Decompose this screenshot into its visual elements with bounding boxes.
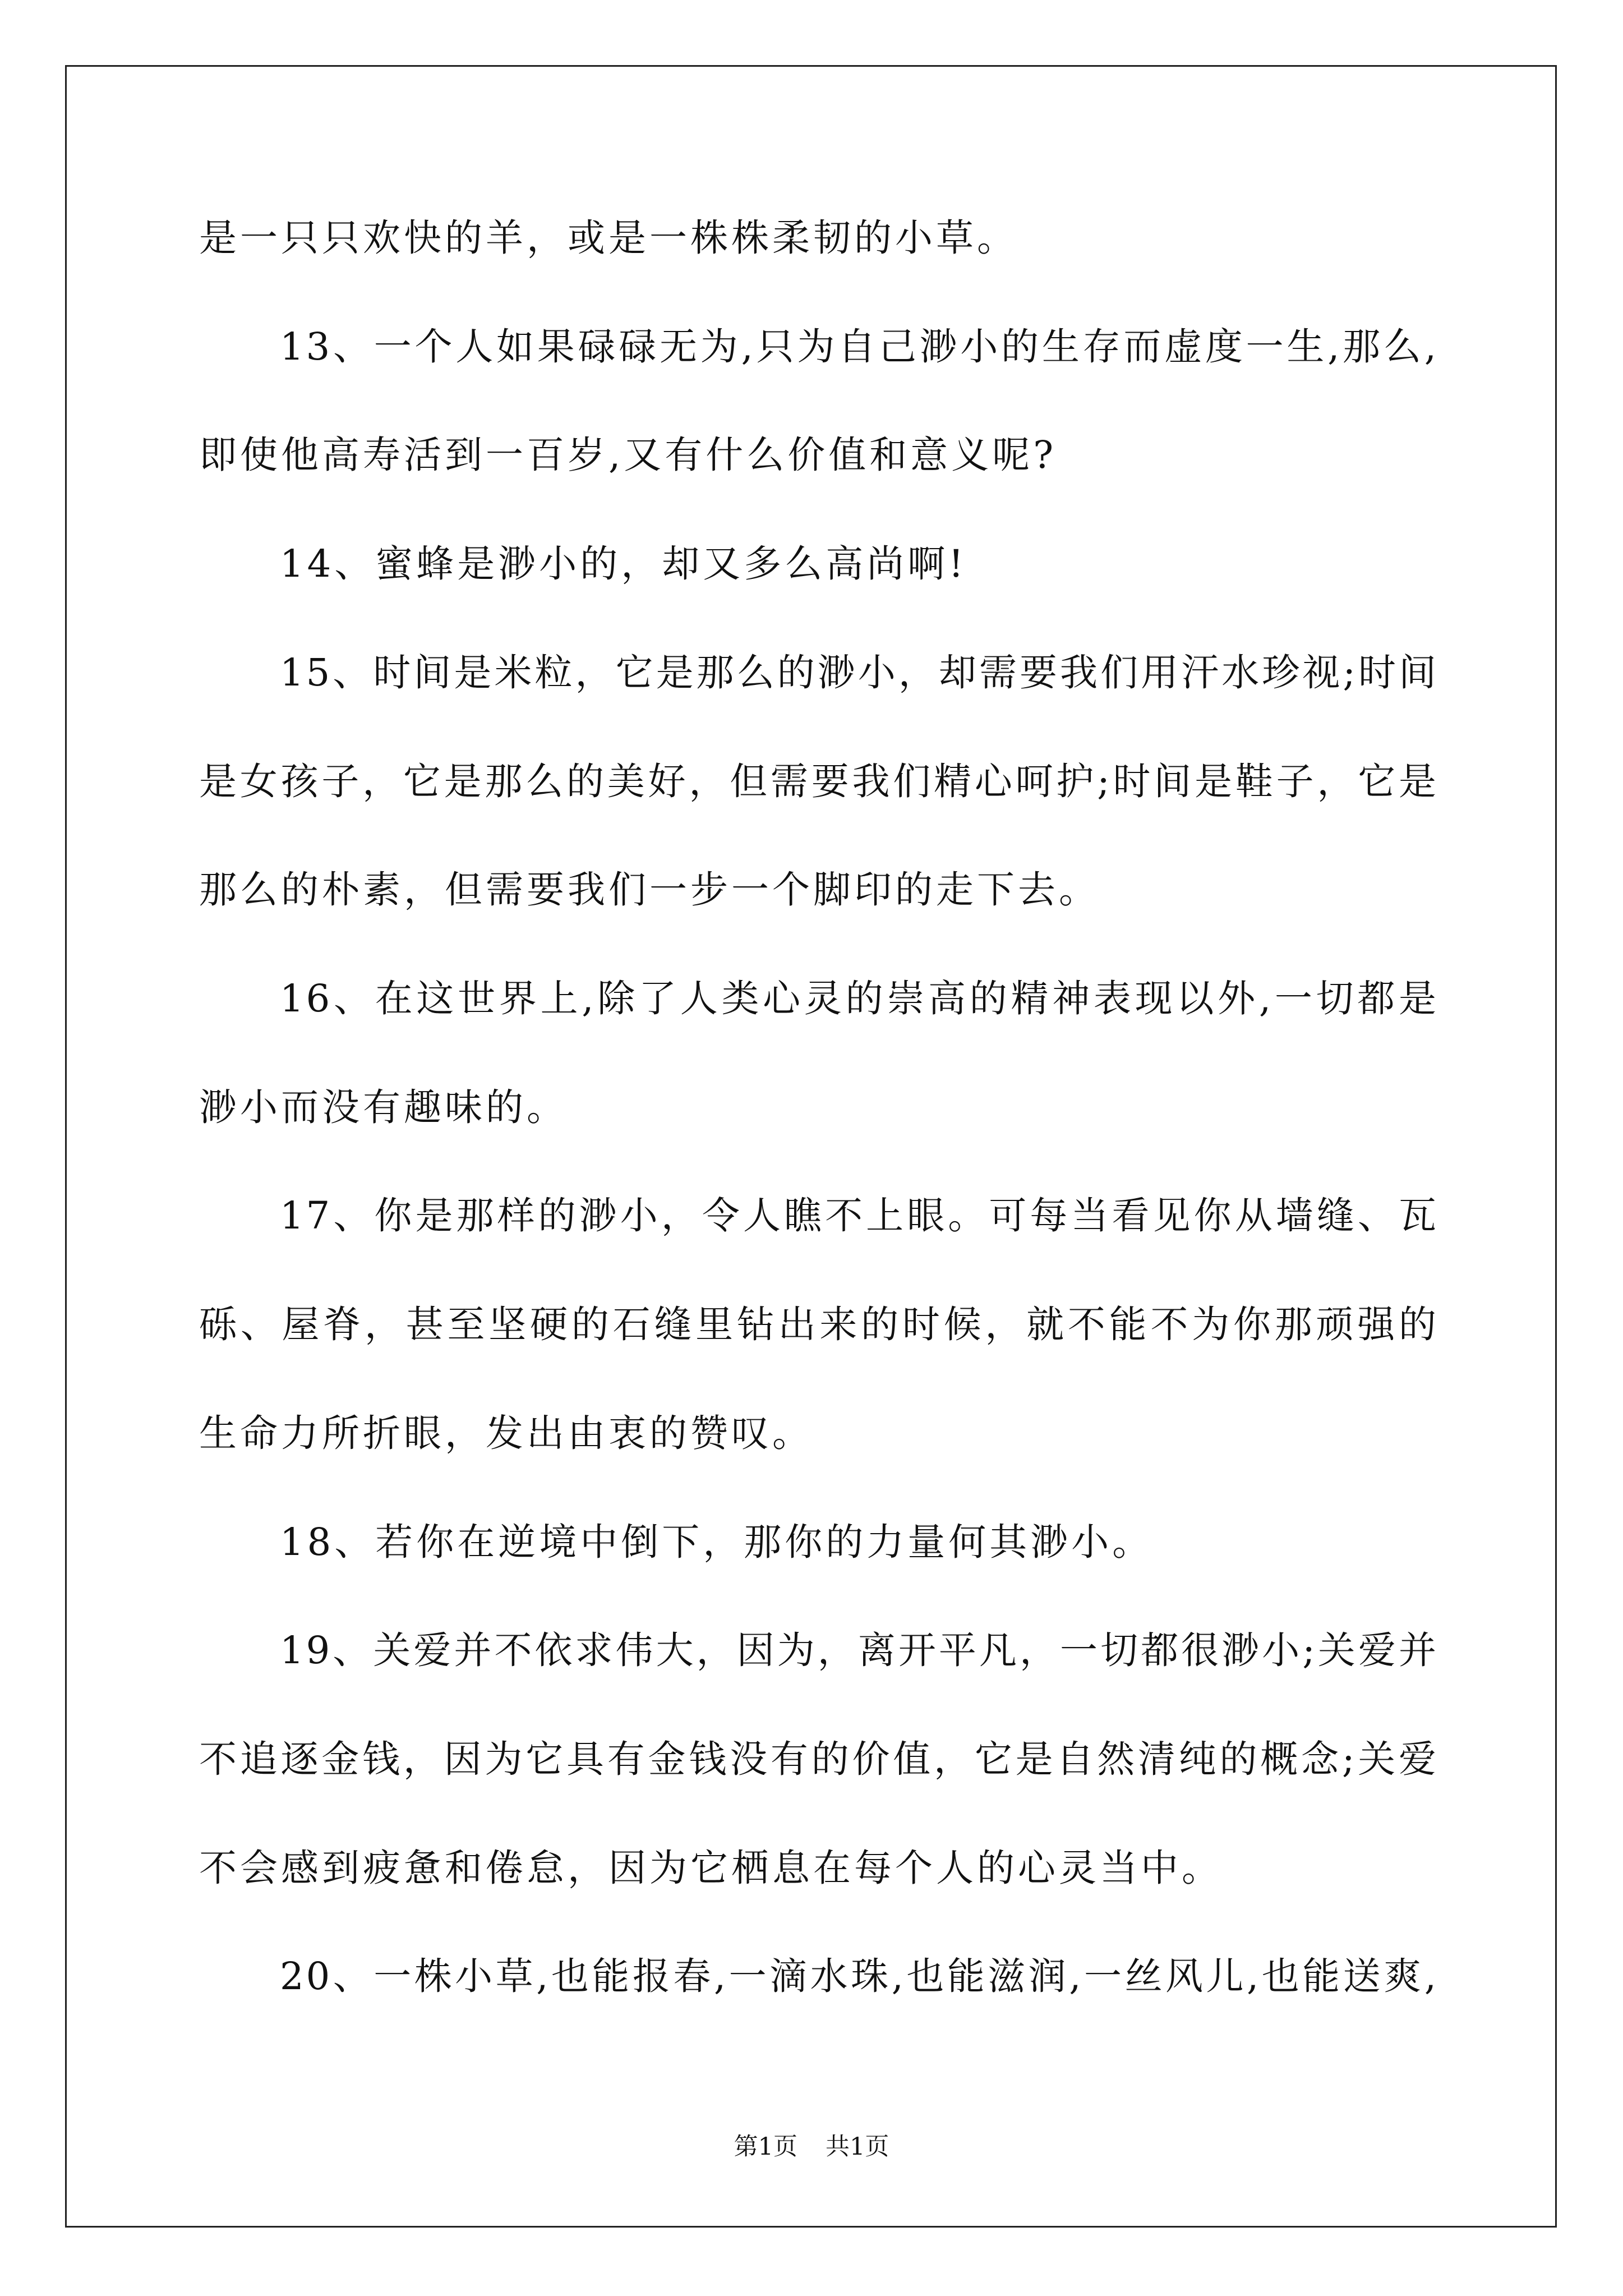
paragraph-19-line-2: 不追逐金钱，因为它具有金钱没有的价值，它是自然清纯的概念;关爱 (199, 1737, 1438, 1781)
paragraph-15-line-3: 那么的朴素，但需要我们一步一个脚印的走下去。 (199, 868, 1100, 912)
page-footer (0, 2135, 1623, 2159)
page-border (65, 65, 1557, 2228)
paragraph-15-line-1: 15、时间是米粒，它是那么的渺小，却需要我们用汗水珍视;时间 (280, 651, 1438, 694)
paragraph-17-line-2: 砾、屋脊，甚至坚硬的石缝里钻出来的时候，就不能不为你那顽强的 (199, 1303, 1438, 1346)
paragraph-16-line-2: 渺小而没有趣味的。 (199, 1085, 568, 1129)
text-line: 是一只只欢快的羊，或是一株株柔韧的小草。 (199, 216, 1018, 260)
paragraph-20-line-1: 20、一株小草,也能报春,一滴水珠,也能滋润,一丝风儿,也能送爽, (280, 1954, 1438, 1998)
page-number: 第1页 (734, 2133, 797, 2161)
paragraph-19-line-3: 不会感到疲惫和倦怠，因为它栖息在每个人的心灵当中。 (199, 1846, 1223, 1890)
paragraph-18: 18、若你在逆境中倒下，那你的力量何其渺小。 (280, 1520, 1154, 1564)
page-total: 共1页 (826, 2133, 889, 2161)
paragraph-17-line-3: 生命力所折眼，发出由衷的赞叹。 (199, 1411, 813, 1455)
paragraph-14: 14、蜜蜂是渺小的，却又多么高尚啊! (280, 542, 967, 586)
paragraph-13-line-2: 即使他高寿活到一百岁,又有什么价值和意义呢? (199, 433, 1057, 477)
paragraph-15-line-2: 是女孩子，它是那么的美好，但需要我们精心呵护;时间是鞋子，它是 (199, 760, 1438, 803)
paragraph-16-line-1: 16、在这世界上,除了人类心灵的崇高的精神表现以外,一切都是 (280, 977, 1438, 1020)
paragraph-17-line-1: 17、你是那样的渺小，令人瞧不上眼。可每当看见你从墙缝、瓦 (280, 1194, 1438, 1237)
paragraph-13-line-1: 13、一个人如果碌碌无为,只为自己渺小的生存而虚度一生,那么, (280, 325, 1438, 369)
paragraph-19-line-1: 19、关爱并不依求伟大，因为，离开平凡，一切都很渺小;关爱并 (280, 1628, 1438, 1672)
